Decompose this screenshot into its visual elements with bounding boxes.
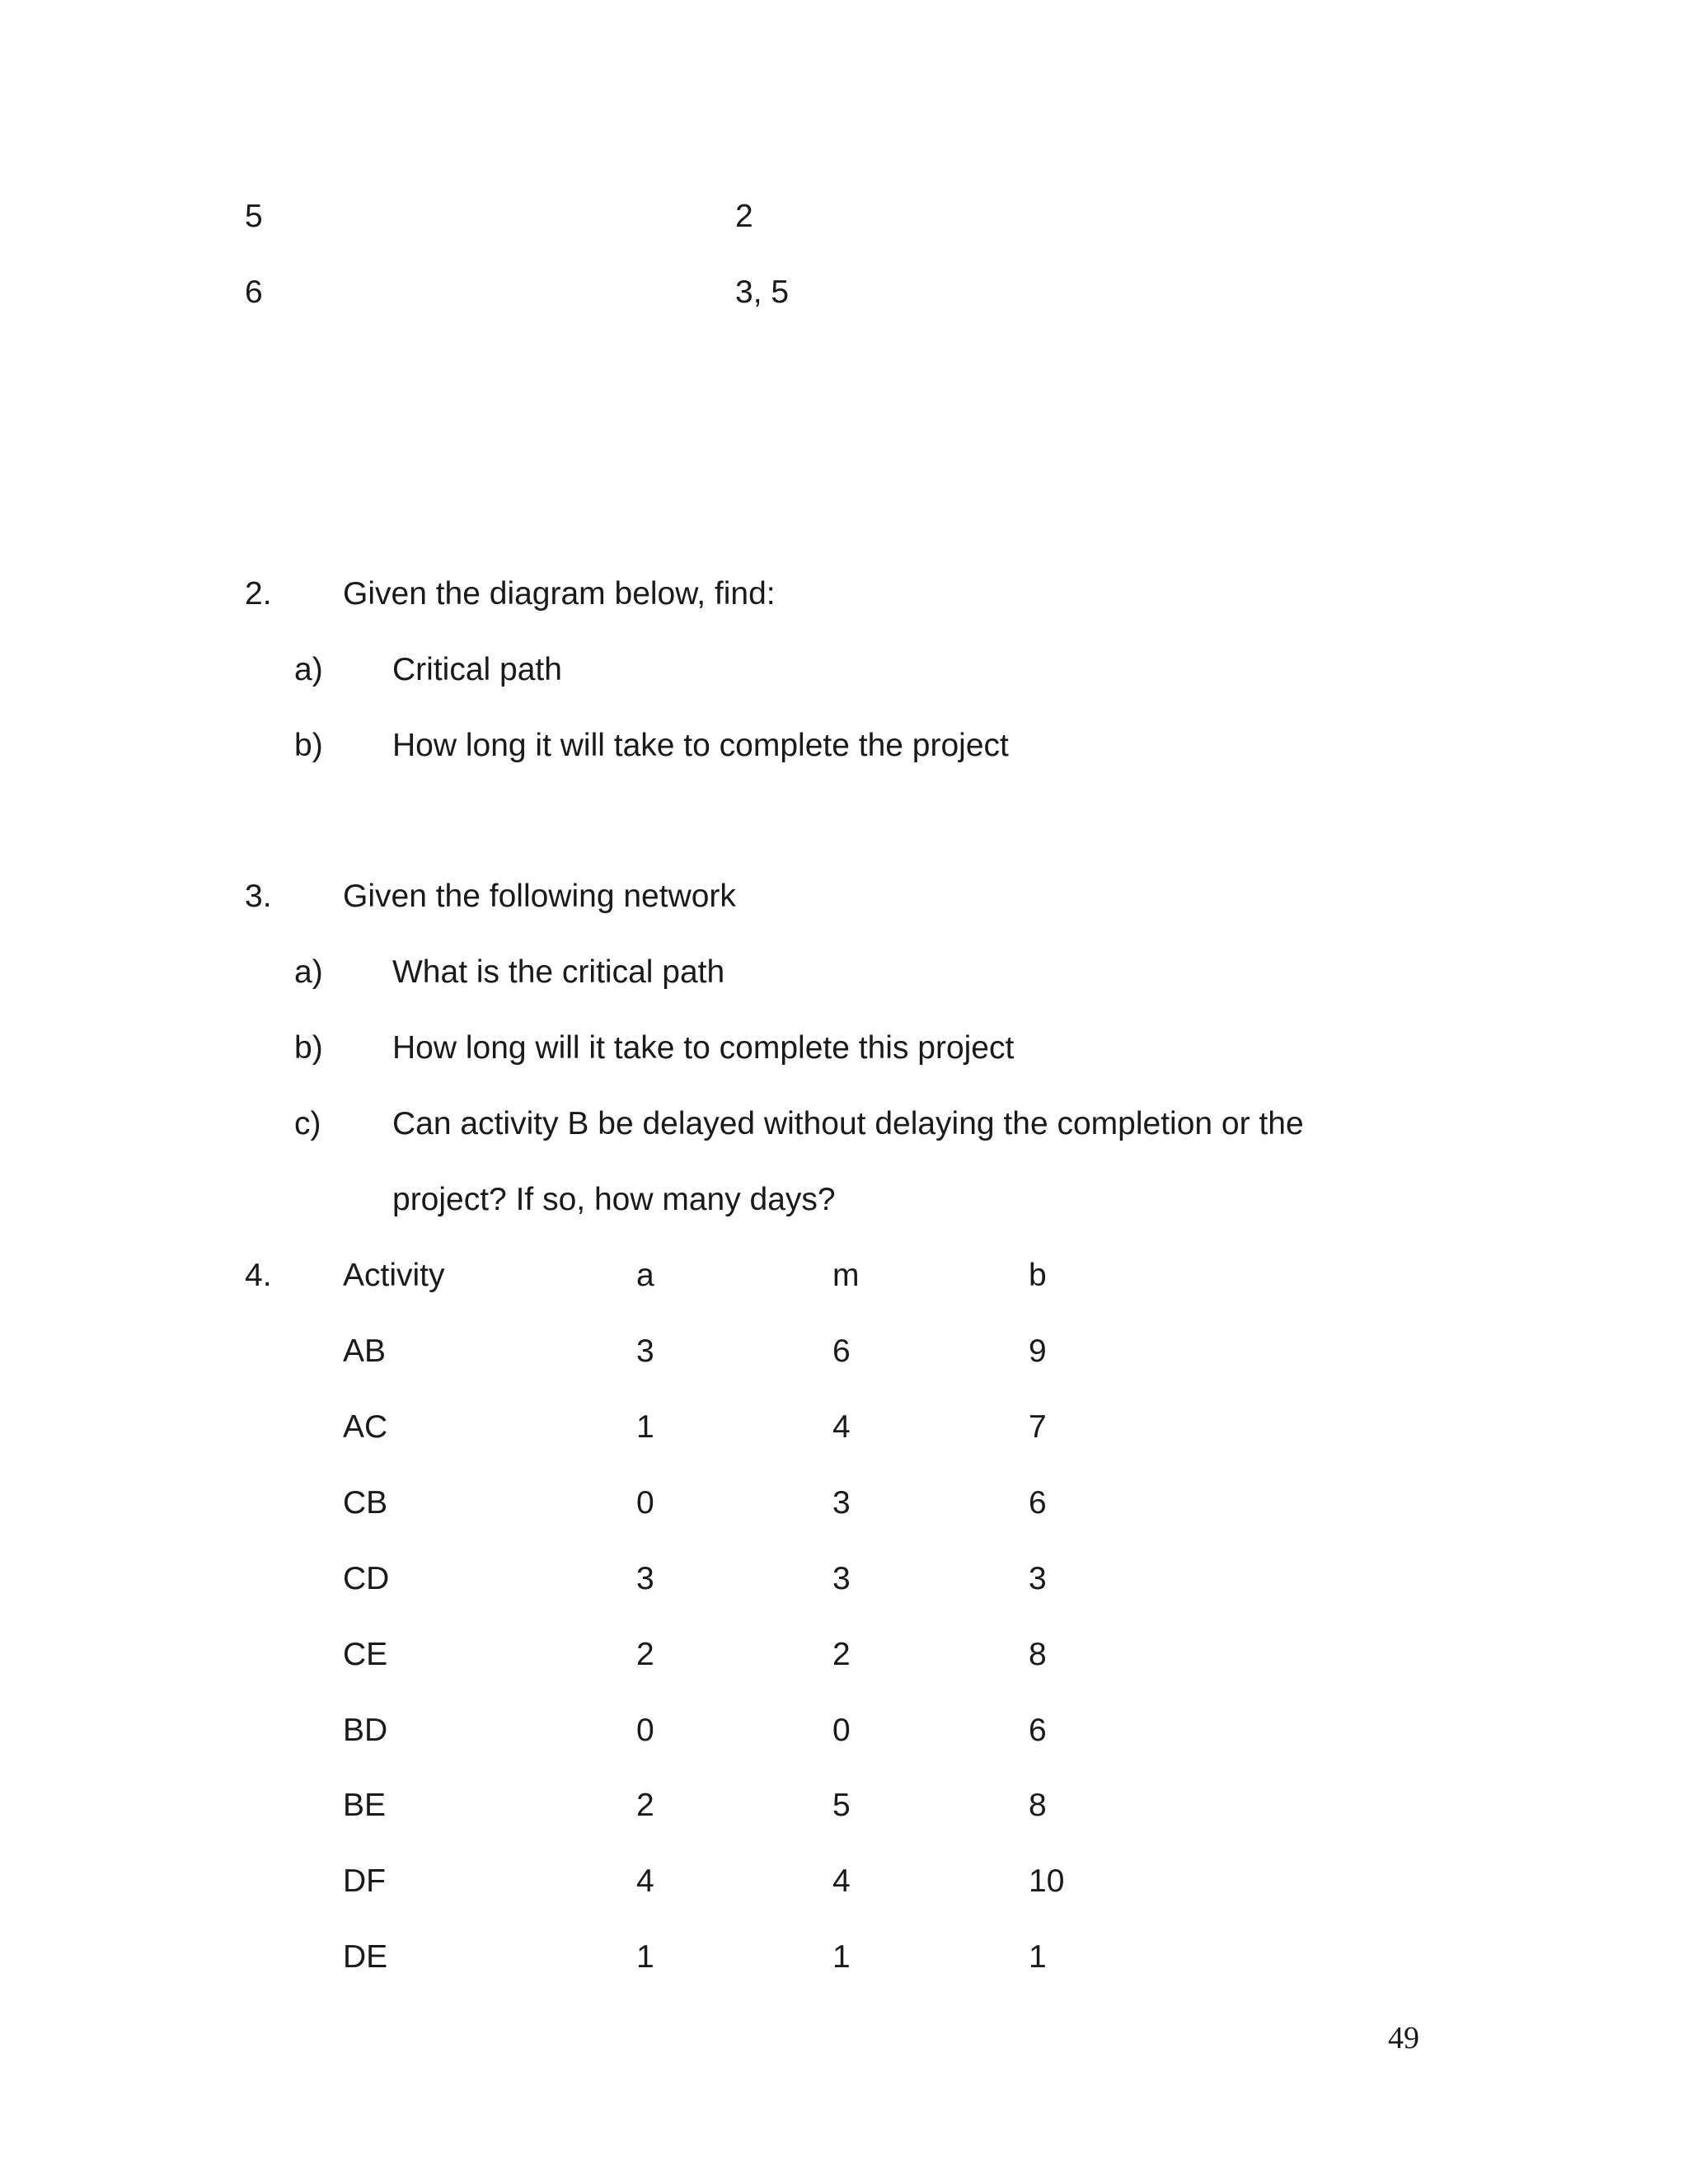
table-cell: 3 — [636, 1333, 654, 1369]
part-text: Critical path — [392, 652, 562, 687]
table-cell: 1 — [832, 1939, 851, 1975]
part-text-continuation: project? If so, how many days? — [392, 1182, 836, 1217]
table-cell: 8 — [1029, 1637, 1047, 1672]
table-cell: 10 — [1029, 1863, 1065, 1899]
part-text: What is the critical path — [392, 954, 725, 990]
table-cell: 2 — [636, 1637, 654, 1672]
table-cell: 0 — [636, 1485, 654, 1521]
table-cell: 7 — [1029, 1409, 1047, 1445]
table-cell: 6 — [1029, 1713, 1047, 1748]
table-cell: 6 — [1029, 1485, 1047, 1521]
part-label: b) — [294, 728, 323, 763]
question-number: 3. — [245, 879, 272, 914]
table-cell: 3 — [636, 1561, 654, 1596]
table-cell: AC — [343, 1409, 388, 1445]
table-cell: CB — [343, 1485, 388, 1521]
column-header-m: m — [832, 1258, 860, 1293]
table-cell: 1 — [1029, 1939, 1047, 1975]
table-cell: BD — [343, 1713, 388, 1748]
table-cell: 3 — [832, 1485, 851, 1521]
table-cell: 0 — [636, 1713, 654, 1748]
part-label: c) — [294, 1106, 321, 1141]
column-header-a: a — [636, 1258, 654, 1293]
top-table-predecessor-cell: 2 — [735, 199, 753, 234]
table-cell: 4 — [832, 1863, 851, 1899]
question-number: 2. — [245, 576, 272, 612]
table-cell: AB — [343, 1333, 387, 1369]
table-cell: 2 — [636, 1788, 654, 1823]
column-header-b: b — [1029, 1258, 1047, 1293]
table-cell: 9 — [1029, 1333, 1047, 1369]
table-cell: 0 — [832, 1713, 851, 1748]
page-number: 49 — [1388, 2021, 1419, 2055]
table-cell: 6 — [832, 1333, 851, 1369]
table-cell: 1 — [636, 1939, 654, 1975]
part-text: How long it will take to complete the project — [392, 728, 1009, 763]
table-cell: 4 — [636, 1863, 654, 1899]
table-cell: CD — [343, 1561, 390, 1596]
table-cell: 3 — [1029, 1561, 1047, 1596]
table-cell: 5 — [832, 1788, 851, 1823]
table-cell: 2 — [832, 1637, 851, 1672]
table-cell: 1 — [636, 1409, 654, 1445]
top-table-predecessor-cell: 3, 5 — [735, 274, 790, 310]
question-stem: Given the following network — [343, 879, 736, 914]
top-table-activity-cell: 5 — [245, 199, 263, 234]
table-cell: 8 — [1029, 1788, 1047, 1823]
top-table-activity-cell: 6 — [245, 274, 263, 310]
column-header-activity: Activity — [343, 1258, 445, 1293]
table-cell: DE — [343, 1939, 388, 1975]
question-stem: Given the diagram below, find: — [343, 576, 776, 612]
table-cell: CE — [343, 1637, 388, 1672]
table-cell: 4 — [832, 1409, 851, 1445]
table-cell: BE — [343, 1788, 387, 1823]
table-cell: 3 — [832, 1561, 851, 1596]
part-text: Can activity B be delayed without delaying the completion or the — [392, 1106, 1304, 1141]
part-label: a) — [294, 652, 323, 687]
table-cell: DF — [343, 1863, 386, 1899]
part-label: a) — [294, 954, 323, 990]
part-label: b) — [294, 1030, 323, 1066]
question-number: 4. — [245, 1258, 272, 1293]
part-text: How long will it take to complete this project — [392, 1030, 1015, 1066]
